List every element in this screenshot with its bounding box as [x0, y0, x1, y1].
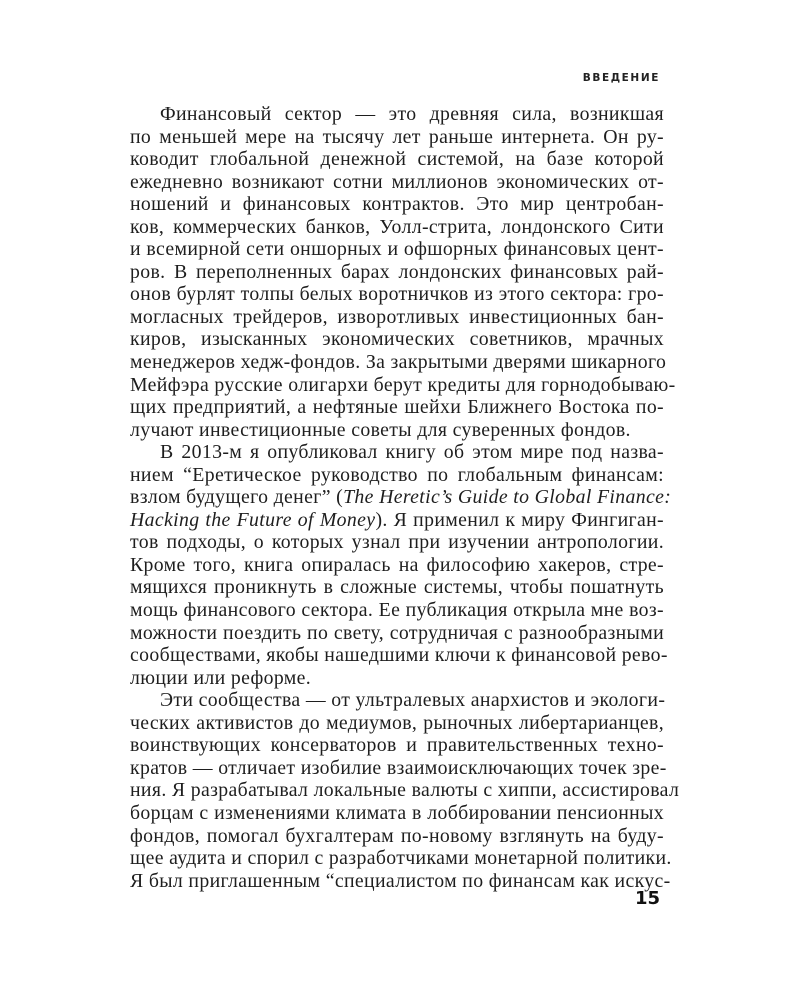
text-line: мящихся проникнуть в сложные системы, чтобы пошатнуть — [130, 576, 664, 599]
text-line-with-title: взлом будущего денег” (The Heretic’s Guide to Global Finance: — [130, 486, 672, 509]
text-line: онов бурлят толпы белых воротничков из этого сектора: гро- — [130, 283, 664, 306]
text-line: борцам с изменениями климата в лоббировании пенсионных — [130, 801, 664, 824]
text-line: Я был приглашенным “специалистом по финансам как искус- — [130, 869, 671, 892]
book-title-italic: The Heretic’s Guide to Global Finance: — [343, 486, 672, 509]
body-text — [130, 103, 680, 892]
text-line: фондов, помогал бухгалтерам по-новому взглянуть на буду- — [130, 824, 664, 847]
text-line: кратов — отличает изобилие взаимоисключающих точек зре- — [130, 756, 667, 779]
text-line: по меньшей мере на тысячу лет раньше интернета. Он ру- — [130, 125, 664, 148]
text-line: лучают инвестиционные советы для суверенных фондов. — [130, 418, 631, 441]
text-line: люции или реформе. — [130, 666, 312, 689]
text-line: ежедневно возникают сотни миллионов экономических от- — [130, 170, 664, 193]
text-line: киров, изысканных экономических советников, мрачных — [130, 328, 664, 351]
text-line: ношений и финансовых контрактов. Это мир центробан- — [130, 193, 664, 216]
text-line: Мейфэра русские олигархи берут кредиты для горнодобываю- — [130, 373, 676, 396]
text-line: нием “Еретическое руководство по глобальным финансам: — [130, 463, 664, 486]
text-line: Финансовый сектор — это древняя сила, возникшая — [160, 103, 664, 125]
text-line: Кроме того, книга опиралась на философию хакеров, стре- — [130, 553, 664, 576]
text-line: ния. Я разрабатывал локальные валюты с хиппи, ассистировал — [130, 779, 680, 802]
text-line: щих предприятий, а нефтяные шейхи Ближнего Востока по- — [130, 396, 664, 419]
text-line-with-title: Hacking the Future of Money). Я применил к миру Фингиган- — [130, 508, 664, 531]
text-line: тов подходы, о которых узнал при изучении антропологии. — [130, 531, 664, 554]
text-line: ческих активистов до медиумов, рыночных либертарианцев, — [130, 711, 664, 734]
book-title-italic: Hacking the Future of Money — [130, 508, 376, 531]
text-line: сообществами, якобы нашедшими ключи к финансовой рево- — [130, 644, 668, 667]
page-number: 15 — [634, 888, 660, 909]
text-line: В 2013-м я опубликовал книгу об этом мире под назва- — [160, 441, 664, 464]
text-line: ков, коммерческих банков, Уолл-стрита, лондонского Сити — [130, 215, 664, 238]
text-line: ров. В переполненных барах лондонских финансовых рай- — [130, 260, 664, 283]
text-line: можности поездить по свету, сотрудничая с разнообразными — [130, 621, 664, 644]
running-head: ВВЕДЕНИЕ — [582, 72, 660, 84]
text-line: и всемирной сети оншорных и офшорных финансовых цент- — [130, 238, 664, 261]
text-line: мощь финансового сектора. Ее публикация открыла мне воз- — [130, 599, 664, 622]
text-line: щее аудита и спорил с разработчиками монетарной политики. — [130, 847, 672, 870]
text-line: ководит глобальной денежной системой, на базе которой — [130, 148, 664, 171]
text-line: Эти сообщества — от ультралевых анархистов и экологи- — [160, 689, 666, 712]
text-line: воинствующих консерваторов и правительственных техно- — [130, 734, 664, 757]
text-line: менеджеров хедж-фондов. За закрытыми дверями шикарного — [130, 351, 667, 374]
text-line: могласных трейдеров, изворотливых инвестиционных бан- — [130, 305, 664, 328]
